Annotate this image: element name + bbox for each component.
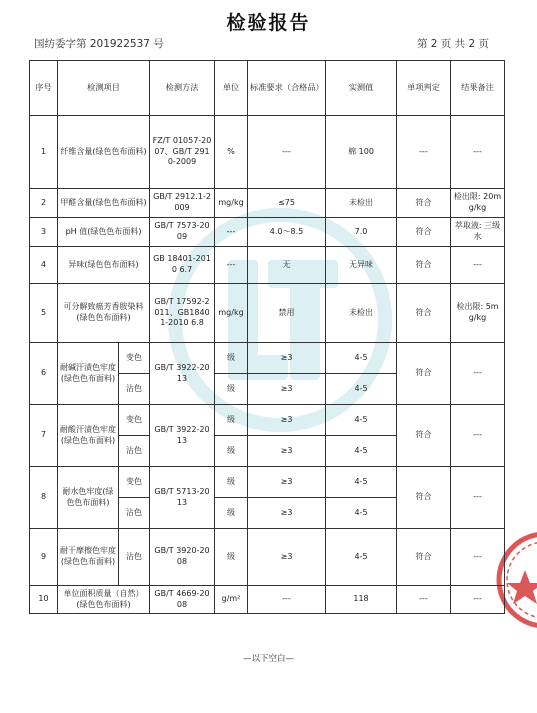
cell-remark: ---	[451, 467, 505, 529]
cell-seq: 1	[30, 116, 58, 189]
cell-remark: ---	[451, 586, 505, 614]
cell-measured: 棉 100	[326, 116, 397, 189]
cell-verdict: 符合	[397, 247, 451, 284]
cell-measured: 无异味	[326, 247, 397, 284]
cell-verdict: 符合	[397, 218, 451, 247]
cell-method: GB/T 2912.1-2009	[150, 189, 215, 218]
table-row	[30, 405, 505, 436]
cell-item: 耐碱汗渍色牢度(绿色色布面料)	[58, 343, 119, 405]
header-seq: 序号	[30, 61, 58, 116]
table-row	[30, 586, 505, 614]
table-row	[30, 343, 505, 374]
cell-seq: 6	[30, 343, 58, 405]
cell-standard: ---	[248, 116, 326, 189]
table-row	[30, 189, 505, 218]
cell-measured: 7.0	[326, 218, 397, 247]
cell-unit: 级	[215, 436, 248, 467]
cell-measured: 4-5	[326, 467, 397, 498]
end-of-report-note: —以下空白—	[242, 654, 294, 664]
cell-standard: 4.0～8.5	[248, 218, 326, 247]
cell-remark: ---	[451, 529, 505, 586]
header-item: 检测项目	[58, 61, 150, 116]
cell-seq: 10	[30, 586, 58, 614]
header-method: 检测方法	[150, 61, 215, 116]
cell-item: 甲醛含量(绿色色布面料)	[58, 189, 150, 218]
cell-unit: ---	[215, 247, 248, 284]
cell-seq: 3	[30, 218, 58, 247]
header-unit: 单位	[215, 61, 248, 116]
table-row	[30, 247, 505, 284]
header-standard: 标准要求（合格品）	[248, 61, 326, 116]
table-row	[30, 467, 505, 498]
cell-seq: 7	[30, 405, 58, 467]
header-measured: 实测值	[326, 61, 397, 116]
cell-unit: 级	[215, 467, 248, 498]
cell-measured: 4-5	[326, 405, 397, 436]
cell-unit: mg/kg	[215, 189, 248, 218]
cell-remark: ---	[451, 116, 505, 189]
cell-verdict: 符合	[397, 467, 451, 529]
cell-standard: ---	[248, 586, 326, 614]
cell-unit: ---	[215, 218, 248, 247]
cell-standard: ≥3	[248, 374, 326, 405]
cell-method: GB 18401-2010 6.7	[150, 247, 215, 284]
cell-subitem: 变色	[119, 343, 150, 374]
cell-unit: 级	[215, 498, 248, 529]
cell-standard: 禁用	[248, 284, 326, 343]
table-row	[30, 284, 505, 343]
cell-seq: 4	[30, 247, 58, 284]
cell-unit: 级	[215, 374, 248, 405]
page-indicator: 第 2 页 共 2 页	[416, 38, 489, 50]
cell-subitem: 沾色	[119, 498, 150, 529]
cell-verdict: 符合	[397, 189, 451, 218]
cell-measured: 118	[326, 586, 397, 614]
cell-item: 纤维含量(绿色色布面料)	[58, 116, 150, 189]
cell-measured: 4-5	[326, 374, 397, 405]
cell-seq: 2	[30, 189, 58, 218]
cell-method: GB/T 7573-2009	[150, 218, 215, 247]
cell-measured: 4-5	[326, 343, 397, 374]
cell-standard: ≤75	[248, 189, 326, 218]
cell-subitem: 变色	[119, 405, 150, 436]
cell-standard: ≥3	[248, 436, 326, 467]
cell-measured: 4-5	[326, 529, 397, 586]
cell-method: GB/T 4669-2008	[150, 586, 215, 614]
cell-verdict: 符合	[397, 284, 451, 343]
cell-seq: 5	[30, 284, 58, 343]
cell-verdict: 符合	[397, 529, 451, 586]
cell-verdict: 符合	[397, 405, 451, 467]
cell-verdict: ---	[397, 586, 451, 614]
cell-unit: 级	[215, 405, 248, 436]
cell-method: GB/T 3920-2008	[150, 529, 215, 586]
cell-seq: 8	[30, 467, 58, 529]
cell-unit: %	[215, 116, 248, 189]
cell-verdict: 符合	[397, 343, 451, 405]
cell-remark: 检出限: 20mg/kg	[451, 189, 505, 218]
header-remark: 结果备注	[451, 61, 505, 116]
table-row	[30, 529, 505, 586]
header-verdict: 单项判定	[397, 61, 451, 116]
cell-standard: ≥3	[248, 529, 326, 586]
cell-item: 耐干摩擦色牢度(绿色色布面料)	[58, 529, 119, 586]
cell-verdict: ---	[397, 116, 451, 189]
table-row	[30, 116, 505, 189]
cell-method: GB/T 3922-2013	[150, 343, 215, 405]
cell-remark: ---	[451, 343, 505, 405]
cell-standard: 无	[248, 247, 326, 284]
page-title: 检验报告	[226, 12, 311, 34]
cell-item: 异味(绿色色布面料)	[58, 247, 150, 284]
cell-remark: 检出限: 5mg/kg	[451, 284, 505, 343]
cell-method: GB/T 17592-2011、GB18401-2010 6.8	[150, 284, 215, 343]
cell-unit: g/m²	[215, 586, 248, 614]
cell-standard: ≥3	[248, 467, 326, 498]
table-row	[30, 218, 505, 247]
cell-item: 可分解致癌芳香胺染料(绿色色布面料)	[58, 284, 150, 343]
cell-measured: 未检出	[326, 284, 397, 343]
cell-seq: 9	[30, 529, 58, 586]
cell-remark: ---	[451, 405, 505, 467]
report-number: 国纺委字第 201922537 号	[34, 38, 164, 50]
cell-remark: 萃取液: 三级水	[451, 218, 505, 247]
cell-subitem: 沾色	[119, 436, 150, 467]
cell-unit: 级	[215, 343, 248, 374]
cell-standard: ≥3	[248, 343, 326, 374]
cell-measured: 4-5	[326, 498, 397, 529]
cell-unit: mg/kg	[215, 284, 248, 343]
cell-standard: ≥3	[248, 498, 326, 529]
cell-method: GB/T 5713-2013	[150, 467, 215, 529]
cell-method: FZ/T 01057-2007、GB/T 2910-2009	[150, 116, 215, 189]
cell-item: 耐水色牢度(绿色色布面料)	[58, 467, 119, 529]
cell-subitem: 沾色	[119, 529, 150, 586]
cell-subitem: 变色	[119, 467, 150, 498]
table-header-row	[30, 61, 505, 116]
cell-measured: 4-5	[326, 436, 397, 467]
cell-measured: 未检出	[326, 189, 397, 218]
cell-method: GB/T 3922-2013	[150, 405, 215, 467]
inspection-table	[29, 60, 505, 614]
cell-item: 单位面积质量（自然）(绿色色布面料)	[58, 586, 150, 614]
cell-remark: ---	[451, 247, 505, 284]
cell-subitem: 沾色	[119, 374, 150, 405]
cell-item: pH 值(绿色色布面料)	[58, 218, 150, 247]
cell-unit: 级	[215, 529, 248, 586]
cell-item: 耐酸汗渍色牢度(绿色色布面料)	[58, 405, 119, 467]
cell-standard: ≥3	[248, 405, 326, 436]
